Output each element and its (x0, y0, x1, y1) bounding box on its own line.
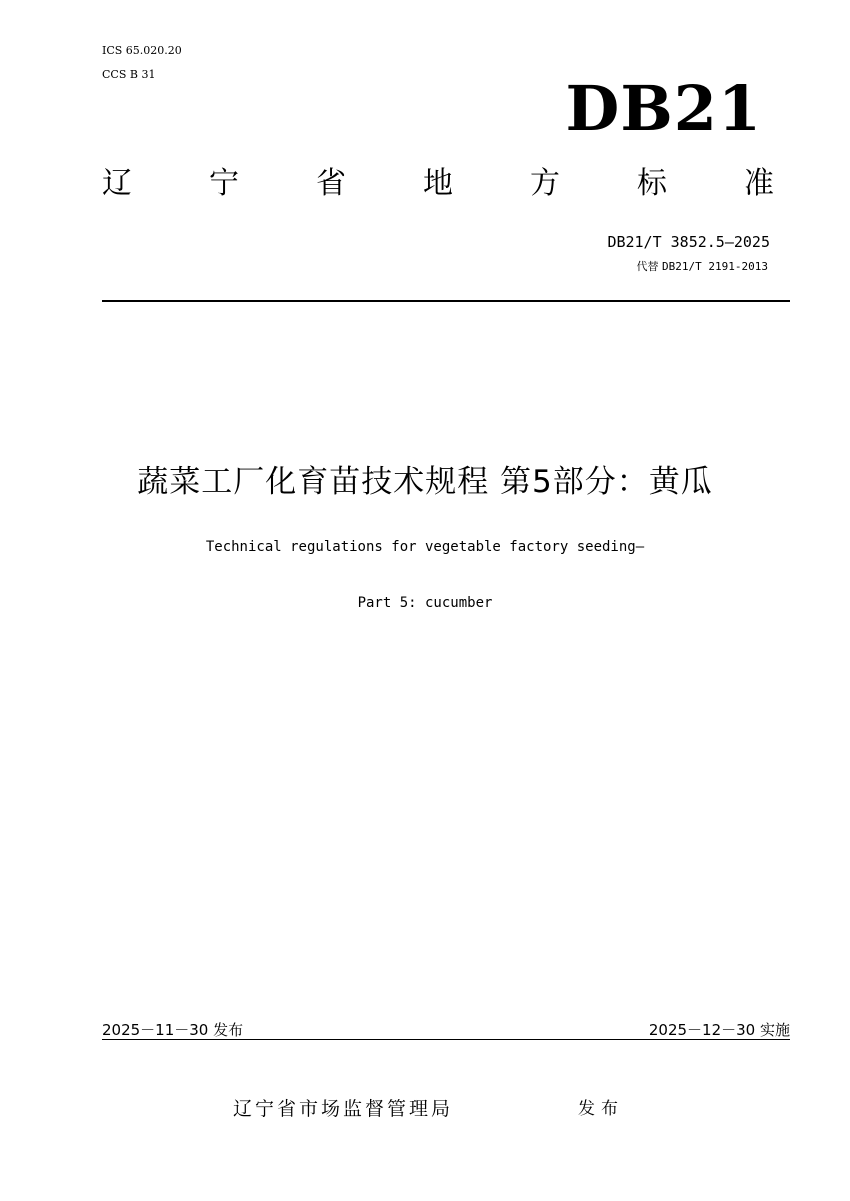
standard-type-char: 省 (316, 166, 346, 201)
issue-date: 2025－11－30 发布 (102, 1021, 244, 1039)
standard-type-char: 方 (530, 166, 560, 201)
replaced-standard-code: DB21/T 2191-2013 (662, 260, 768, 273)
title-chinese: 蔬菜工厂化育苗技术规程 第5部分：黄瓜 (137, 464, 713, 500)
title-english-line2: Part 5: cucumber (357, 595, 493, 611)
ccs-code: CCS B 31 (102, 68, 156, 81)
db21-logo: DB21 (565, 72, 762, 145)
replaces-line (637, 259, 768, 275)
title-english-line1: Technical regulations for vegetable factory seeding— (205, 539, 645, 555)
standard-type-heading (102, 162, 774, 206)
standard-number: DB21/T 3852.5—2025 (607, 233, 770, 251)
issuing-authority: 辽宁省市场监督管理局 (233, 1098, 454, 1120)
standard-type-char: 宁 (209, 166, 239, 201)
standard-type-char: 辽 (102, 166, 132, 201)
header-divider (102, 300, 790, 302)
issued-label: 发布 (578, 1099, 624, 1119)
footer-divider (102, 1039, 790, 1040)
standard-type-char: 准 (744, 166, 774, 201)
ics-code: ICS 65.020.20 (102, 44, 182, 57)
standard-type-char: 地 (423, 166, 453, 201)
standard-type-char: 标 (637, 166, 667, 201)
implementation-date: 2025－12－30 实施 (648, 1021, 790, 1039)
replaces-label: 代替 (636, 260, 659, 273)
